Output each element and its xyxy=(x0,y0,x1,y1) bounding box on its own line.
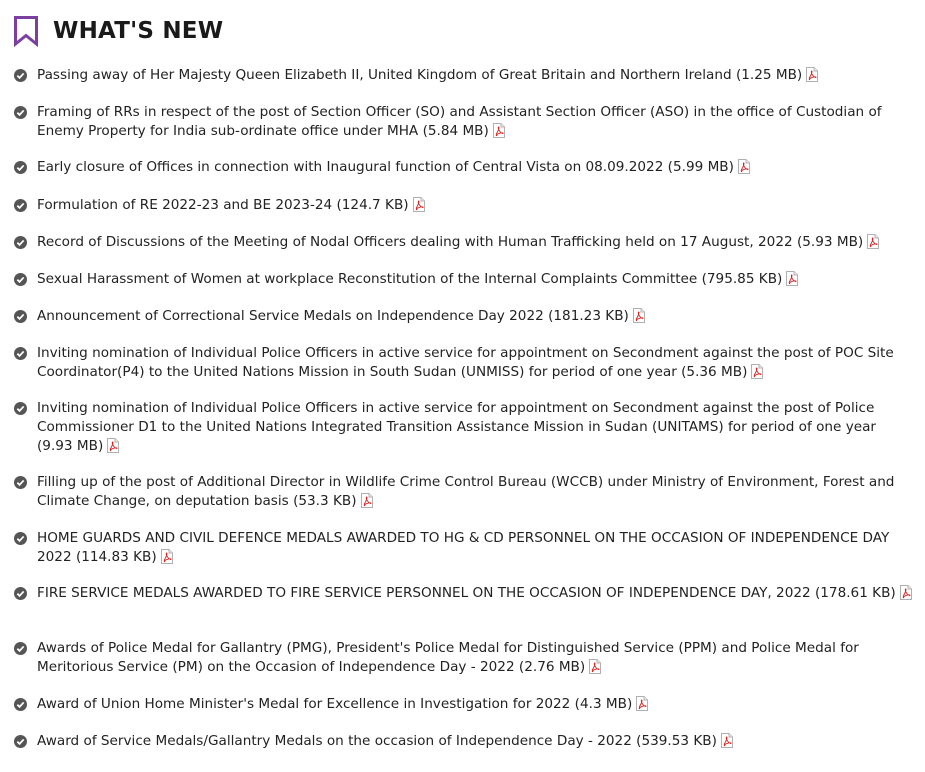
pdf-icon[interactable] xyxy=(413,197,425,212)
news-title: Inviting nomination of Individual Police Officers in active service for appointment on Secondment against the post of Police Commissioner D1 to the United Nations Integrated Transition Assistance Mission in Sudan (UNITAMS) for period of one year xyxy=(37,400,877,435)
file-size xyxy=(815,585,912,601)
news-link[interactable] xyxy=(37,66,818,85)
file-size-value: (178.61 KB) xyxy=(814,585,896,601)
file-size xyxy=(293,493,372,509)
pdf-icon[interactable] xyxy=(361,493,373,508)
file-size-value: (124.7 KB) xyxy=(336,197,409,213)
pdf-icon[interactable] xyxy=(589,659,601,674)
pdf-icon[interactable] xyxy=(786,271,798,286)
file-size xyxy=(423,123,505,139)
list-item xyxy=(14,66,914,85)
file-size-value: (5.84 MB) xyxy=(422,123,489,139)
file-size-value: (53.3 KB) xyxy=(293,493,357,509)
check-circle-icon xyxy=(14,735,27,748)
file-size xyxy=(519,659,601,675)
check-circle-icon xyxy=(14,587,27,600)
news-title: HOME GUARDS AND CIVIL DEFENCE MEDALS AWARDED TO HG & CD PERSONNEL ON THE OCCASION OF INDEPENDENCE DAY 2022 xyxy=(37,530,890,565)
list-item xyxy=(14,270,914,289)
pdf-icon[interactable] xyxy=(806,67,818,82)
list-item xyxy=(14,399,914,456)
file-size xyxy=(37,438,119,454)
check-circle-icon xyxy=(14,69,27,82)
check-circle-icon xyxy=(14,161,27,174)
news-title: Passing away of Her Majesty Queen Elizabeth II, United Kingdom of Great Britain and Northern Ireland xyxy=(37,67,732,83)
news-title: Early closure of Offices in connection with Inaugural function of Central Vista on 08.09.2022 xyxy=(37,159,664,175)
news-title: Award of Service Medals/Gallantry Medals on the occasion of Independence Day - 2022 xyxy=(37,733,632,749)
check-circle-icon xyxy=(14,310,27,323)
news-title: Formulation of RE 2022-23 and BE 2023-24 xyxy=(37,197,333,213)
pdf-icon[interactable] xyxy=(161,549,173,564)
file-size-value: (5.93 MB) xyxy=(796,234,864,250)
news-title: FIRE SERVICE MEDALS AWARDED TO FIRE SERVICE PERSONNEL ON THE OCCASION OF INDEPENDENCE DAY, 2022 xyxy=(37,585,811,601)
news-link[interactable] xyxy=(37,639,914,677)
news-link[interactable] xyxy=(37,307,645,326)
file-size xyxy=(681,364,763,380)
news-link[interactable] xyxy=(37,103,914,141)
file-size xyxy=(797,234,879,250)
check-circle-icon xyxy=(14,236,27,249)
news-title: Inviting nomination of Individual Police Officers in active service for appointment on Secondment against the post of POC Site Coordinator(P4) to the United Nations Mission in South Sudan (UNMISS) for period of one year xyxy=(37,345,894,380)
list-item xyxy=(14,639,914,677)
news-title: Framing of RRs in respect of the post of Section Officer (SO) and Assistant Section Officer (ASO) in the office of Custodian of Enemy Property for India sub-ordinate office under MHA xyxy=(37,104,882,139)
pdf-icon[interactable] xyxy=(721,733,733,748)
pdf-icon[interactable] xyxy=(900,585,912,600)
list-item xyxy=(14,473,914,511)
news-title: Sexual Harassment of Women at workplace Reconstitution of the Internal Complaints Committee xyxy=(37,271,698,287)
pdf-icon[interactable] xyxy=(633,308,645,323)
list-item xyxy=(14,584,914,603)
check-circle-icon xyxy=(14,106,27,119)
list-item xyxy=(14,233,914,252)
news-link[interactable] xyxy=(37,270,798,289)
file-size xyxy=(636,733,733,749)
pdf-icon[interactable] xyxy=(636,696,648,711)
file-size xyxy=(668,159,750,175)
news-title: Record of Discussions of the Meeting of Nodal Officers dealing with Human Trafficking held on 17 August, 2022 xyxy=(37,234,793,250)
file-size xyxy=(575,696,649,712)
pdf-icon[interactable] xyxy=(867,234,879,249)
news-title: Announcement of Correctional Service Medals on Independence Day 2022 xyxy=(37,308,544,324)
check-circle-icon xyxy=(14,476,27,489)
check-circle-icon xyxy=(14,273,27,286)
section-title: WHAT'S NEW xyxy=(53,18,224,44)
file-size xyxy=(702,271,799,287)
list-item xyxy=(14,695,914,714)
check-circle-icon xyxy=(14,642,27,655)
news-link[interactable] xyxy=(37,529,914,567)
news-link[interactable] xyxy=(37,158,750,177)
news-link[interactable] xyxy=(37,196,425,215)
check-circle-icon xyxy=(14,532,27,545)
check-circle-icon xyxy=(14,347,27,360)
file-size-value: (9.93 MB) xyxy=(37,438,104,454)
file-size-value: (4.3 MB) xyxy=(574,696,633,712)
file-size-value: (2.76 MB) xyxy=(518,659,586,675)
check-circle-icon xyxy=(14,199,27,212)
news-title: Filling up of the post of Additional Director in Wildlife Crime Control Bureau (WCCB) under Ministry of Environment, Forest and Climate Change, on deputation basis xyxy=(37,474,895,509)
news-title: Awards of Police Medal for Gallantry (PMG), President's Police Medal for Distinguished Service (PPM) and Police Medal for Meritorious Service (PM) on the Occasion of Independence Day - 2022 xyxy=(37,640,859,675)
news-link[interactable] xyxy=(37,344,914,382)
check-circle-icon xyxy=(14,698,27,711)
file-size xyxy=(736,67,818,83)
news-link[interactable] xyxy=(37,399,914,456)
file-size-value: (5.99 MB) xyxy=(667,159,734,175)
list-item xyxy=(14,158,914,177)
file-size-value: (539.53 KB) xyxy=(636,733,717,749)
list-item xyxy=(14,529,914,567)
bookmark-icon xyxy=(13,15,39,47)
file-size xyxy=(76,549,173,565)
file-size-value: (114.83 KB) xyxy=(75,549,157,565)
file-size xyxy=(548,308,645,324)
news-link[interactable] xyxy=(37,233,879,252)
pdf-icon[interactable] xyxy=(751,364,763,379)
news-link[interactable] xyxy=(37,473,914,511)
list-item xyxy=(14,307,914,326)
list-item xyxy=(14,344,914,382)
file-size xyxy=(336,197,424,213)
file-size-value: (1.25 MB) xyxy=(735,67,803,83)
pdf-icon[interactable] xyxy=(107,438,119,453)
pdf-icon[interactable] xyxy=(738,159,750,174)
news-link[interactable] xyxy=(37,695,648,714)
news-title: Award of Union Home Minister's Medal for Excellence in Investigation for 2022 xyxy=(37,696,571,712)
list-item xyxy=(14,196,914,215)
check-circle-icon xyxy=(14,402,27,415)
list-item xyxy=(14,103,914,141)
list-item xyxy=(14,732,914,751)
news-link[interactable] xyxy=(37,732,733,751)
section-header xyxy=(13,14,223,48)
news-link[interactable] xyxy=(37,584,912,603)
file-size-value: (181.23 KB) xyxy=(548,308,629,324)
file-size-value: (795.85 KB) xyxy=(701,271,783,287)
pdf-icon[interactable] xyxy=(493,123,505,138)
file-size-value: (5.36 MB) xyxy=(681,364,748,380)
